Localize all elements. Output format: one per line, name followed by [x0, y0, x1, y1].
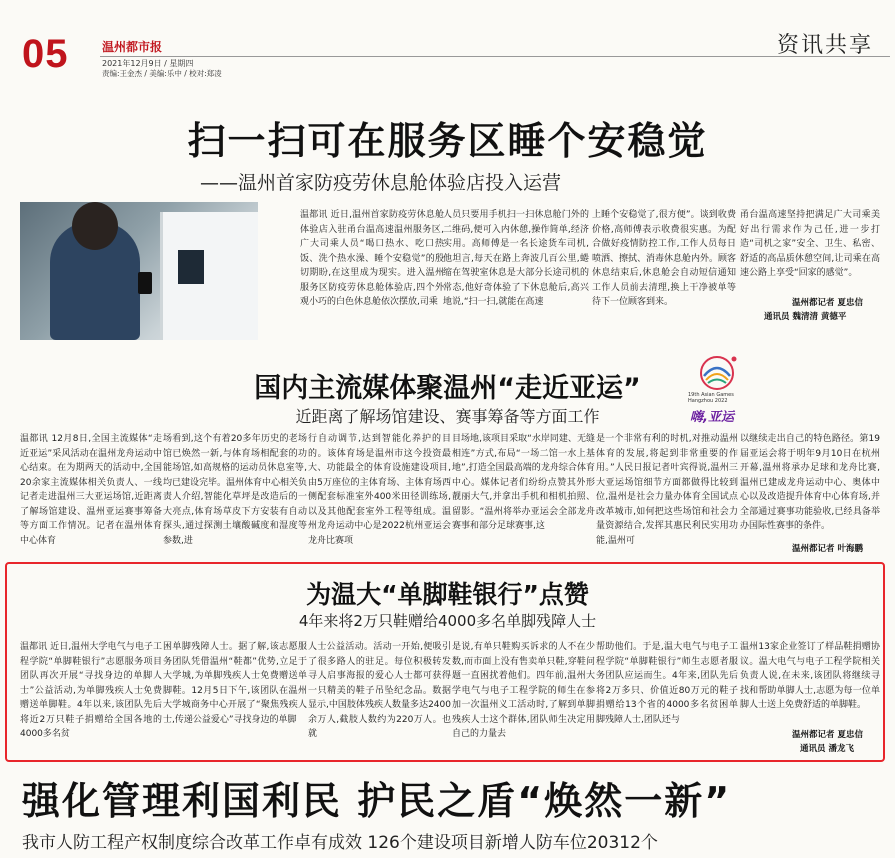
- asian-games-emblem-icon: [694, 354, 740, 392]
- asian-games-logo: [684, 352, 754, 427]
- article2-column-3: 行自动调节,达到智能化养护的目的。该体育场是温州市这今投资最大、功能最全的体育设施建设项目,由5万座位的主体育场、主体育场西侧配套标准室外400米田径训练场,以及其他配套室外工程等组成。温州龙舟运动中心是2022杭州亚运会龙舟比赛项: [308, 434, 451, 546]
- article1-byline-correspondent: 通讯员 魏清清 黄德平: [764, 312, 847, 322]
- article3-subhead: 4年来将2万只鞋赠给4000多名单脚残障人士: [298, 612, 597, 630]
- article2-column-4: 目场地,该项目采取“水岸同建、无缝相连”方式,布局“一场二馆一水上基地”,打造全国最高端的龙舟综合体育中心。媒体记者们纷纷点赞其外形靓丽大气,并拿出手机和相机拍照、留影。“温州将举办亚运会全部龙舟赛事和部分足球赛事,这: [452, 434, 595, 531]
- article1-column-1: 温都讯 近日,温州首家防疫劳休息舱体验店入驻甬台温高速温州服务区,广大司乘人员“喝口热水、吃口热饭、洗个热水澡、睡个安稳觉”的殷切期盼,在这里成为现实。进入温州服务区防疫劳休息舱体验店,四个外观小巧的白色休息舱依次摆放,司乘: [300, 210, 444, 307]
- article3-column-4: 是说,有单只鞋购买诉求的人不在少数,而市面上没有售卖单只鞋,穿鞋问题一直困扰着他们。四年前,温州大学电气与电子工程学院的师生在参加一次温州义工活动时,了解到单脚残疾人士这个群体,团队师生决定用自己的力量去: [452, 642, 595, 739]
- rest-pod-image: [160, 212, 258, 340]
- asian-games-slogan: 嗨,亚运: [690, 410, 734, 425]
- phone-image: [138, 272, 152, 294]
- article1-subhead: ——温州首家防疫劳休息舱体验店投入运营: [200, 172, 562, 194]
- asian-games-name: 19th Asian Games: [688, 392, 734, 398]
- article2-byline: 温州都记者 叶海鹏: [792, 544, 863, 554]
- article3-column-2: 困单脚残障人士。据了解,该志愿服务团队凭借温州“鞋都”优势,立足于大学城,为单脚残疾人士免费赠送单脚鞋。12月5日下午,该团队在温州大学城商务中心开展了“聚焦残疾人士,传递公益爱心”寻找身边的单脚: [163, 642, 307, 725]
- editors-credit: 责编:王金杰 / 美编:乐中 / 校对:郑凌: [102, 69, 222, 78]
- article3-byline-correspondent: 通讯员 潘龙飞: [800, 744, 854, 754]
- article2-subhead: 近距离了解场馆建设、赛事筹备等方面工作: [295, 407, 600, 426]
- page-number: 05: [22, 32, 69, 76]
- article1-column-2: 人员只要用手机扫一扫休息舱门外的二维码,便可入内休憩,操作简单,经济实用。高师傅是一名长途货车司机,他坦言,每天在路上奔波几百公里,蜷缩在驾驶室休息是大部分长途司机的常态,他好奇体验了下休息舱后,高兴地说,“扫一扫,就能在高速: [443, 210, 589, 307]
- article4-headline[interactable]: 强化管理利国利民 护民之盾“焕然一新”: [22, 779, 732, 823]
- article2-headline[interactable]: 国内主流媒体聚温州“走近亚运”: [254, 373, 641, 404]
- section-title: 资讯共享: [776, 33, 873, 58]
- issue-date: 2021年12月9日 / 星期四: [102, 59, 194, 68]
- article3-headline[interactable]: 为温大“单脚鞋银行”点赞: [306, 580, 589, 609]
- asian-games-city: Hangzhou 2022: [688, 398, 728, 404]
- article2-column-6: 以继续走出自己的特色路径。第19届亚运会将于明年9月10日在杭州开幕,温州将承办足球和龙舟比赛,温州已建成龙舟运动中心、奥体中心以及改造提升体育中心体育场,并全部通过赛事功能验收,已经具备举办国际性赛事的条件。: [740, 434, 880, 531]
- pod-screen-image: [178, 250, 204, 284]
- article1-column-4: 甬台温高速坚持把满足广大司乘美好出行需求作为己任,进一步打造“司机之家”安全、卫生、私密、舒适的高品质休憩空间,让司乘在高速公路上享受“回家的感觉”。: [740, 210, 880, 278]
- article2-column-5: 是一个非常有利的时机,对推动温州体育的发展,将起到非常重要的作用。”人民日报记者叶宾得说,温州三大亚运场馆细节方面都做得比较到位,温州是社会力量办体育全国试点改革城市,如何把这些场馆和社会力量资源结合,发挥其惠民利民实用功能,温州可: [596, 434, 738, 546]
- paper-name: 温州都市报: [102, 40, 163, 54]
- article2-column-1: 温都讯 12月8日,全国主流媒体“走近亚运”采风活动在温州龙舟运动中心结束。在为期两天的活动中,全国20余家主流媒体相关负责人、一线记者走进温州三大亚运场馆,近距离了解场馆建设、温州亚运赛事筹备等方面工作情况。记者在温州体育中心体育: [20, 434, 162, 546]
- article1-column-3: 上睡个安稳觉了,很方便”。谈到收费价格,高师傅表示收费很实惠。为配合做好疫情防控工作,工作人员每日喷洒、擦拭、消毒休息舱内外。顾客休息结束后,休息舱会自动短信通知工作人员前去清理,换上干净被单等待下一位顾客到来。: [592, 210, 736, 307]
- article3-column-1: 温都讯 近日,温州大学电气与电子工程学院“单脚鞋银行”志愿服务项目团队再次开展“寻找身边的单脚人士”公益活动,为单脚残疾人士免费赠送单脚鞋。4年以来,该团队先后将近2万只鞋子捐赠给全国各地的4000多名贫: [20, 642, 162, 739]
- article1-headline[interactable]: 扫一扫可在服务区睡个安稳觉: [187, 119, 708, 163]
- article3-column-3: 人士公益活动。活动一开始,便吸引了很多路人的驻足。每位积极转发寻人启事海报的爱心人士都可获得一只精美的鞋子吊坠纪念品。数据显示,中国肢体残疾人数量多达2400余万人,截肢人数约为220万人。也就: [308, 642, 451, 739]
- header-divider: [100, 56, 890, 57]
- article3-column-5: 帮助他们。于是,温大电气与电子工程学院“单脚鞋银行”师生志愿者服务团队应运而生。4年来,团队先后将2万多只、价值近80万元的鞋子捐赠给13个省的4000多名贫困单脚残障人士,团队还与: [596, 642, 738, 725]
- article2-column-2: 场看到,这个有着20多年历史的老场馆已焕然一新,与体育场相配套的功能场馆,如高规格的运动员休息室等,均已建设完毕。温州体育中心相关负责人介绍,智能化草坪是改造后的一大亮点,体育场草皮下方安装有自动探头,通过探测土壤酸碱度和湿度等参数,进: [163, 434, 307, 546]
- article1-photo: [20, 202, 258, 340]
- article4-subhead: 我市人防工程产权制度综合改革工作卓有成效 126个建设项目新增人防车位20312个: [22, 833, 658, 853]
- article1-byline-reporter: 温州都记者 夏忠信: [792, 298, 863, 308]
- person-head-image: [72, 202, 118, 250]
- article3-column-6: 温州13家企业签订了样品鞋捐赠协议。温大电气与电子工程学院相关负责人说,在未来,该团队将继续寻找和帮助单脚人士,志愿为每一位单脚人士送上免费舒适的单脚鞋。: [740, 642, 880, 710]
- page-header: [0, 0, 895, 78]
- article3-byline-reporter: 温州都记者 夏忠信: [792, 730, 863, 740]
